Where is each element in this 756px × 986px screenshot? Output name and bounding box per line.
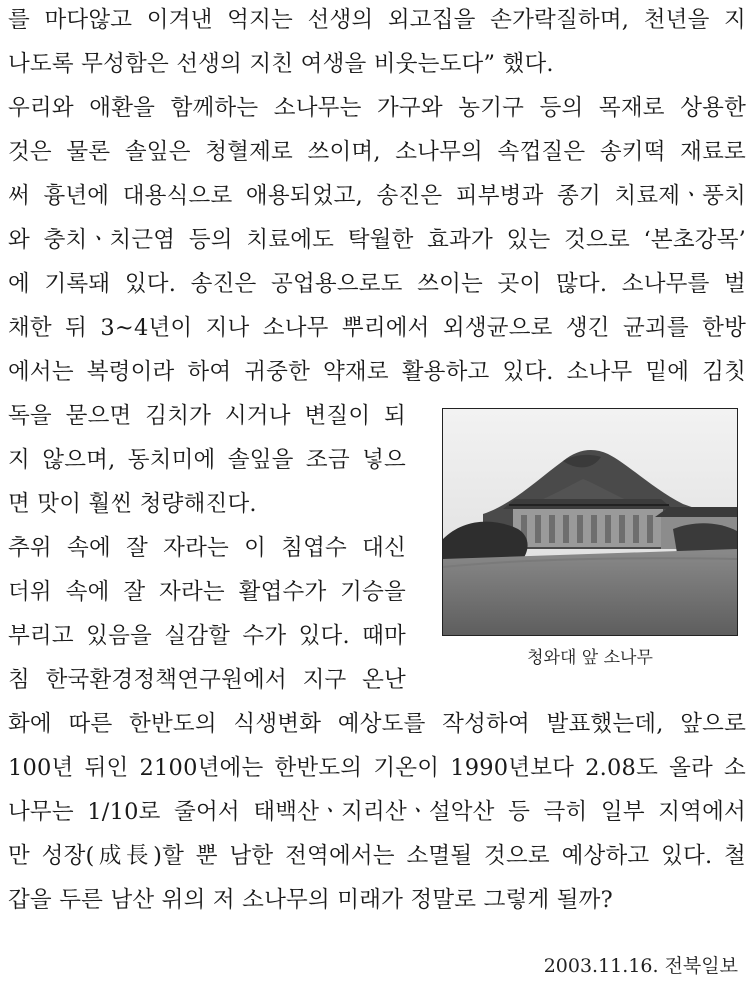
text-line: 면 맛이 훨씬 청량해진다. [8,491,257,517]
text-line: 독을 묻으면 김치가 시거나 변질이 되 [8,403,406,429]
text-line: 써 흉년에 대용식으로 애용되었고, 송진은 피부병과 종기 치료제ㆍ풍치 [8,183,746,209]
text-line: 갑을 두른 남산 위의 저 소나무의 미래가 정말로 그렇게 될까? [8,887,613,913]
text-line: 부리고 있음을 실감할 수가 있다. 때마 [8,623,406,649]
text-line: 추위 속에 잘 자라는 이 침엽수 대신 [8,535,406,561]
source-credit: 2003.11.16. 전북일보 [543,955,738,977]
text-line: 침 한국환경정책연구원에서 지구 온난 [8,667,406,693]
text-line: 더위 속에 잘 자라는 활엽수가 기승을 [8,579,406,605]
text-line: 만 성장(成長)할 뿐 남한 전역에서는 소멸될 것으로 예상하고 있다. 철 [8,843,746,869]
text-line: 것은 물론 솔잎은 청혈제로 쓰이며, 소나무의 속껍질은 송키떡 재료로 [8,139,746,165]
text-line: 에서는 복령이라 하여 귀중한 약재로 활용하고 있다. 소나무 밑에 김칫 [8,359,746,385]
photo-caption: 청와대 앞 소나무 [527,648,653,668]
text-line: 화에 따른 한반도의 식생변화 예상도를 작성하여 발표했는데, 앞으로 [8,711,746,737]
text-line: 를 마다않고 이겨낸 억지는 선생의 외고집을 손가락질하며, 천년을 지 [8,7,746,33]
text-line: 지 않으며, 동치미에 솔잎을 조금 넣으 [8,447,406,473]
text-line: 채한 뒤 3~4년이 지나 소나무 뿌리에서 외생균으로 생긴 균괴를 한방 [8,315,747,341]
photo-figure [442,408,738,636]
text-line: 나무는 1/10로 줄어서 태백산ㆍ지리산ㆍ설악산 등 극히 일부 지역에서 [8,799,746,825]
text-line: 와 충치ㆍ치근염 등의 치료에도 탁월한 효과가 있는 것으로 ‘본초강목’ [8,227,746,253]
pine-tree-photo [442,408,738,636]
text-line: 에 기록돼 있다. 송진은 공업용으로도 쓰이는 곳이 많다. 소나무를 벌 [8,271,746,297]
text-line: 나도록 무성함은 선생의 지친 여생을 비웃는도다” 했다. [8,51,554,77]
text-line: 100년 뒤인 2100년에는 한반도의 기온이 1990년보다 2.08도 올라 소 [8,755,746,781]
text-line: 우리와 애환을 함께하는 소나무는 가구와 농기구 등의 목재로 상용한 [8,95,746,121]
